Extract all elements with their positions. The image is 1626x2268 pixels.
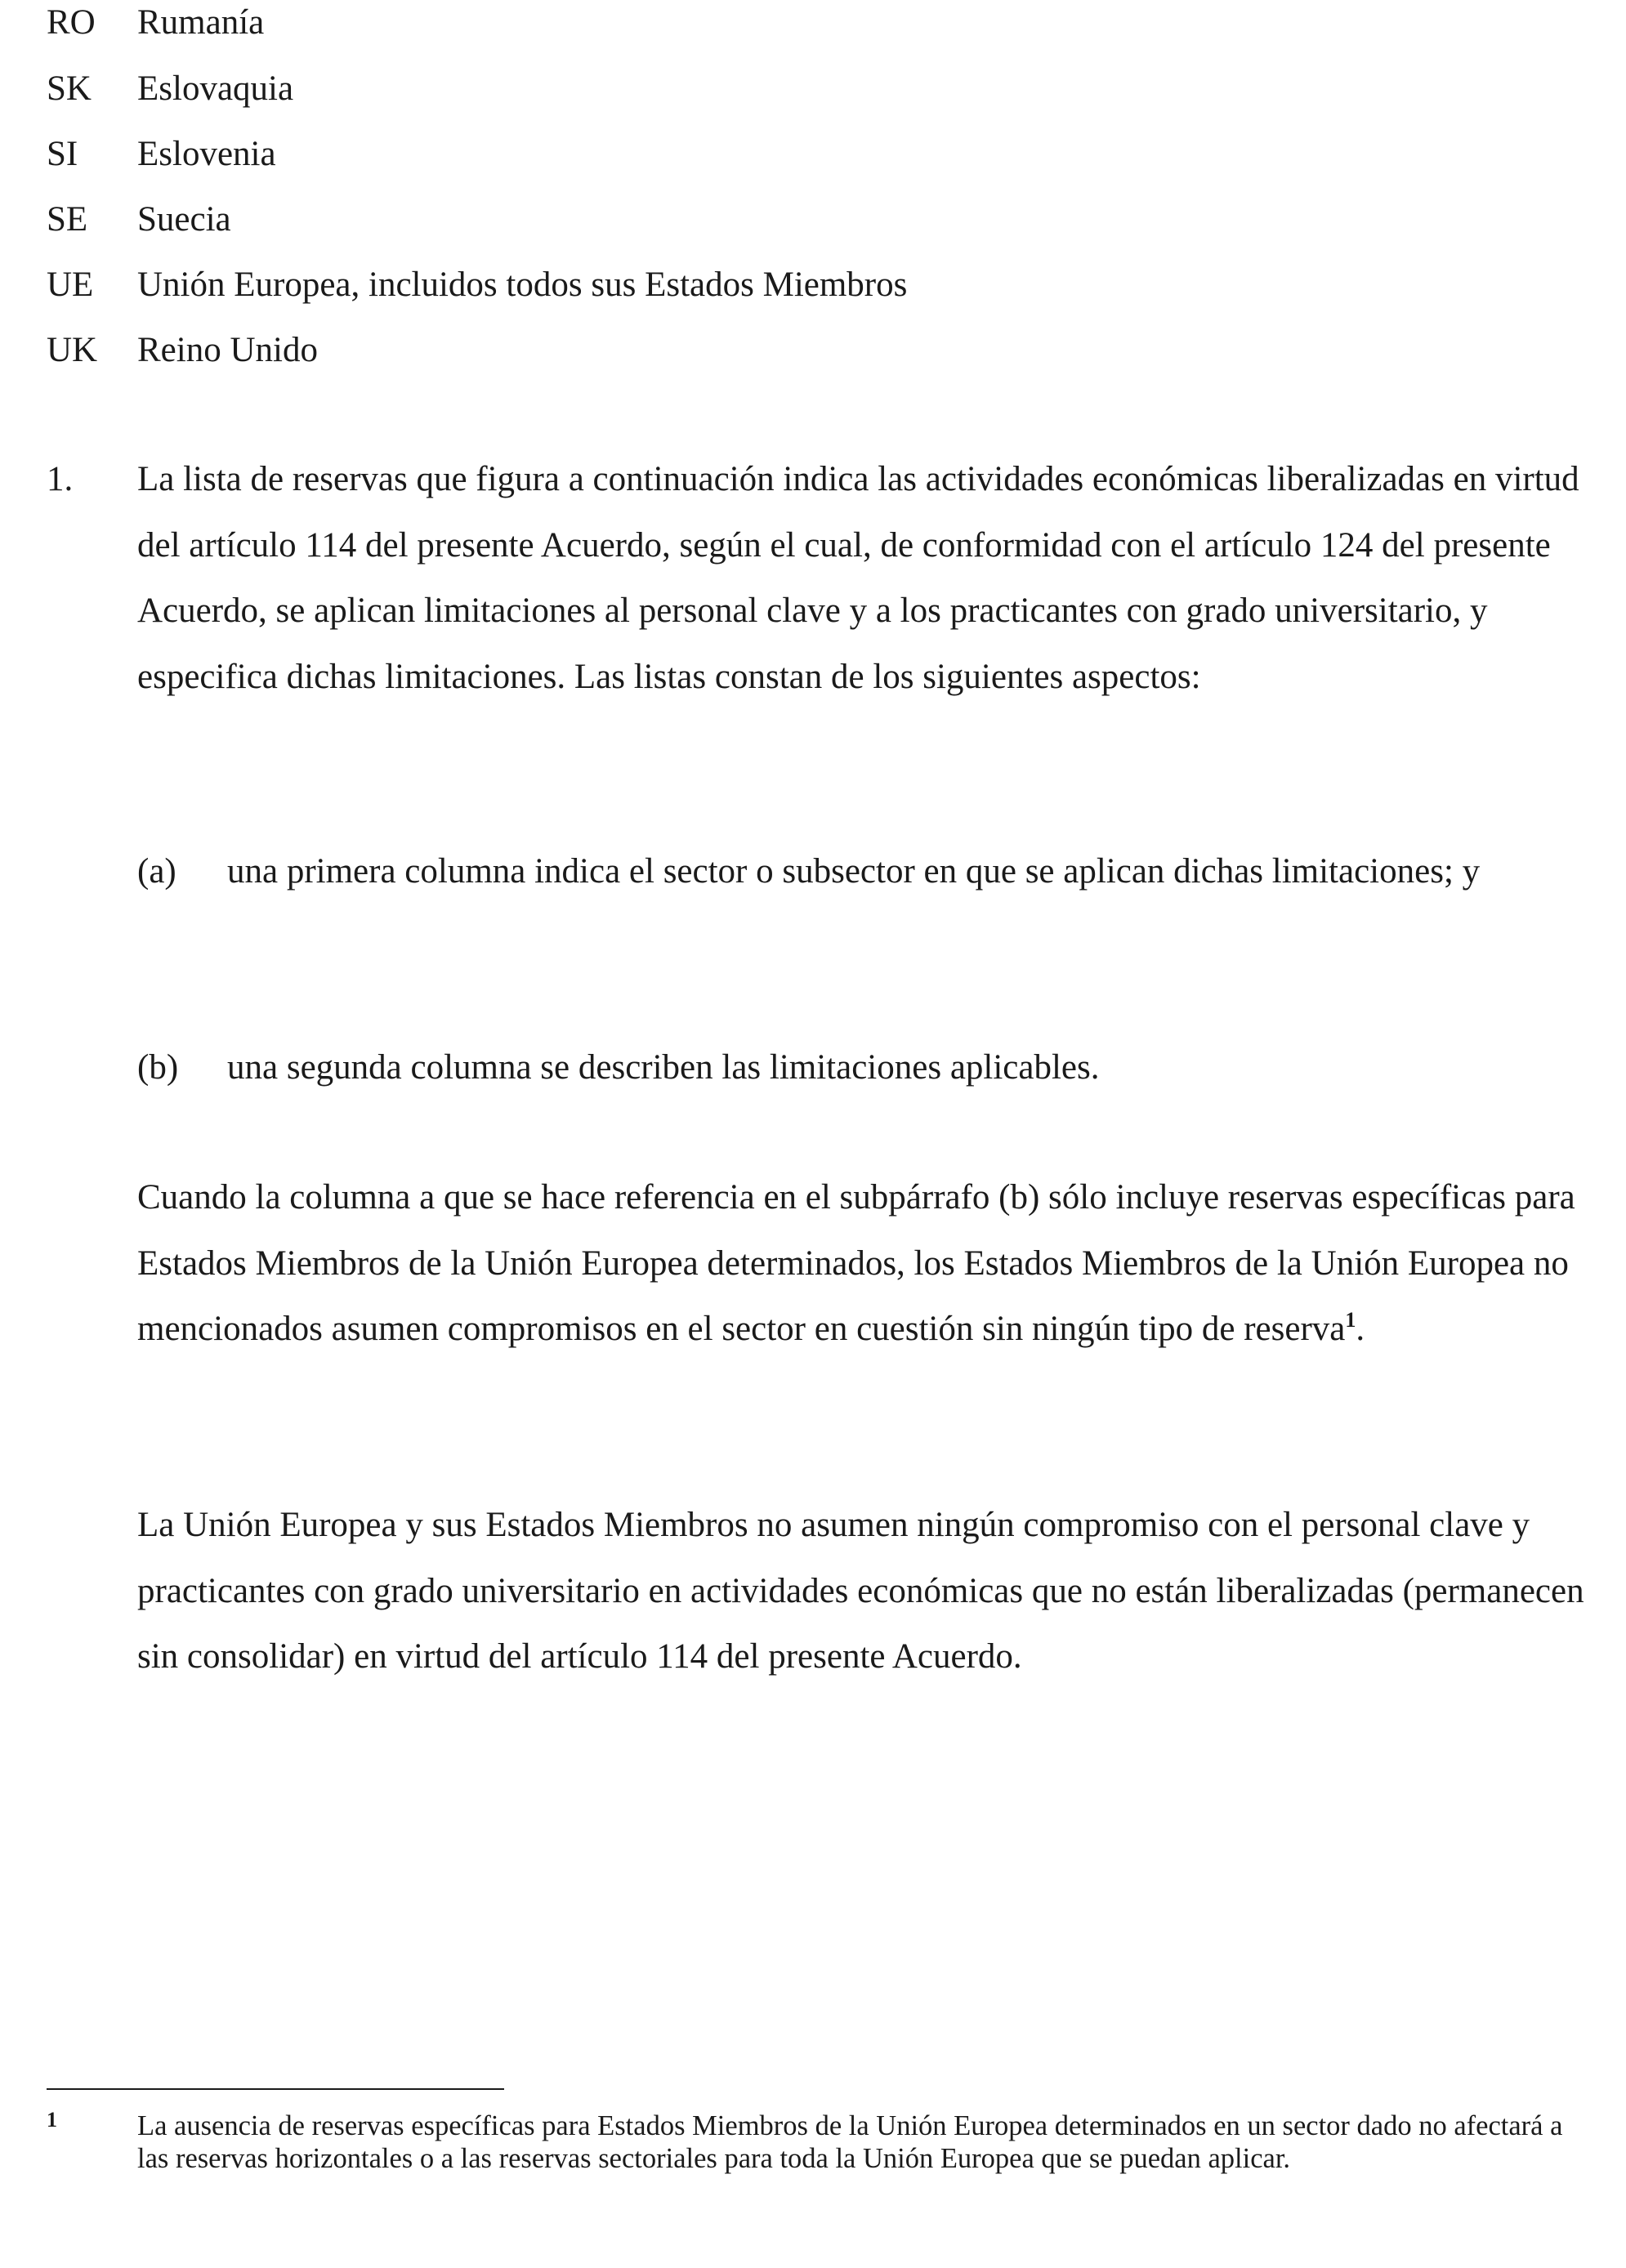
paragraph-body: Cuando la columna a que se hace referencia en el subpárrafo (b) sólo incluye reservas específicas para Estados Miembros de la Unión Europea determinados, los Estados Miembros de la Unión Europea no mencionados asumen compromisos en el sector en cuestión sin ningún tipo de reserva <box>137 1178 1575 1348</box>
footnote-mark: 1 <box>47 2108 57 2132</box>
paragraph-number: 1. <box>47 460 74 498</box>
country-name: Eslovaquia <box>137 69 294 108</box>
list-item-label: (b) <box>137 1048 179 1087</box>
paragraph-text: La Unión Europea y sus Estados Miembros no asumen ningún compromiso con el personal clave y practicantes con grado universitario en actividades económicas que no están liberalizadas (permanecen sin consolidar) en virtud del artículo 114 del presente Acuerdo. <box>137 1506 1584 1676</box>
country-code: RO <box>47 3 96 42</box>
country-code: SI <box>47 135 78 173</box>
country-code: SE <box>47 200 88 239</box>
country-name: Suecia <box>137 200 231 239</box>
footnote-text: La ausencia de reservas específicas para Estados Miembros de la Unión Europea determinados en un sector dado no afectará a las reservas horizontales o a las reservas sectoriales para toda la Unión Europea que se puedan aplicar. <box>137 2110 1563 2174</box>
country-name: Unión Europea, incluidos todos sus Estados Miembros <box>137 266 908 304</box>
footnote-reference: 1 <box>1345 1308 1356 1332</box>
paragraph-text <box>137 1165 1592 1363</box>
country-name: Reino Unido <box>137 331 318 369</box>
country-code: SK <box>47 69 92 108</box>
country-name: Rumanía <box>137 3 265 42</box>
paragraph-end: . <box>1356 1310 1365 1348</box>
country-code: UK <box>47 331 98 369</box>
country-name: Eslovenia <box>137 135 276 173</box>
list-item-label: (a) <box>137 852 176 891</box>
footnote-separator <box>47 2088 504 2090</box>
list-item-text: una primera columna indica el sector o subsector en que se aplican dichas limitaciones; y <box>227 852 1481 891</box>
list-item-text: una segunda columna se describen las limitaciones aplicables. <box>227 1048 1100 1087</box>
country-code: UE <box>47 266 94 304</box>
paragraph-text: La lista de reservas que figura a continuación indica las actividades económicas liberalizadas en virtud del artículo 114 del presente Acuerdo, según el cual, de conformidad con el artículo 124 del presente Acuerdo, se aplican limitaciones al personal clave y a los practicantes con grado universitario, y especifica dichas limitaciones. Las listas constan de los siguientes aspectos: <box>137 460 1579 696</box>
